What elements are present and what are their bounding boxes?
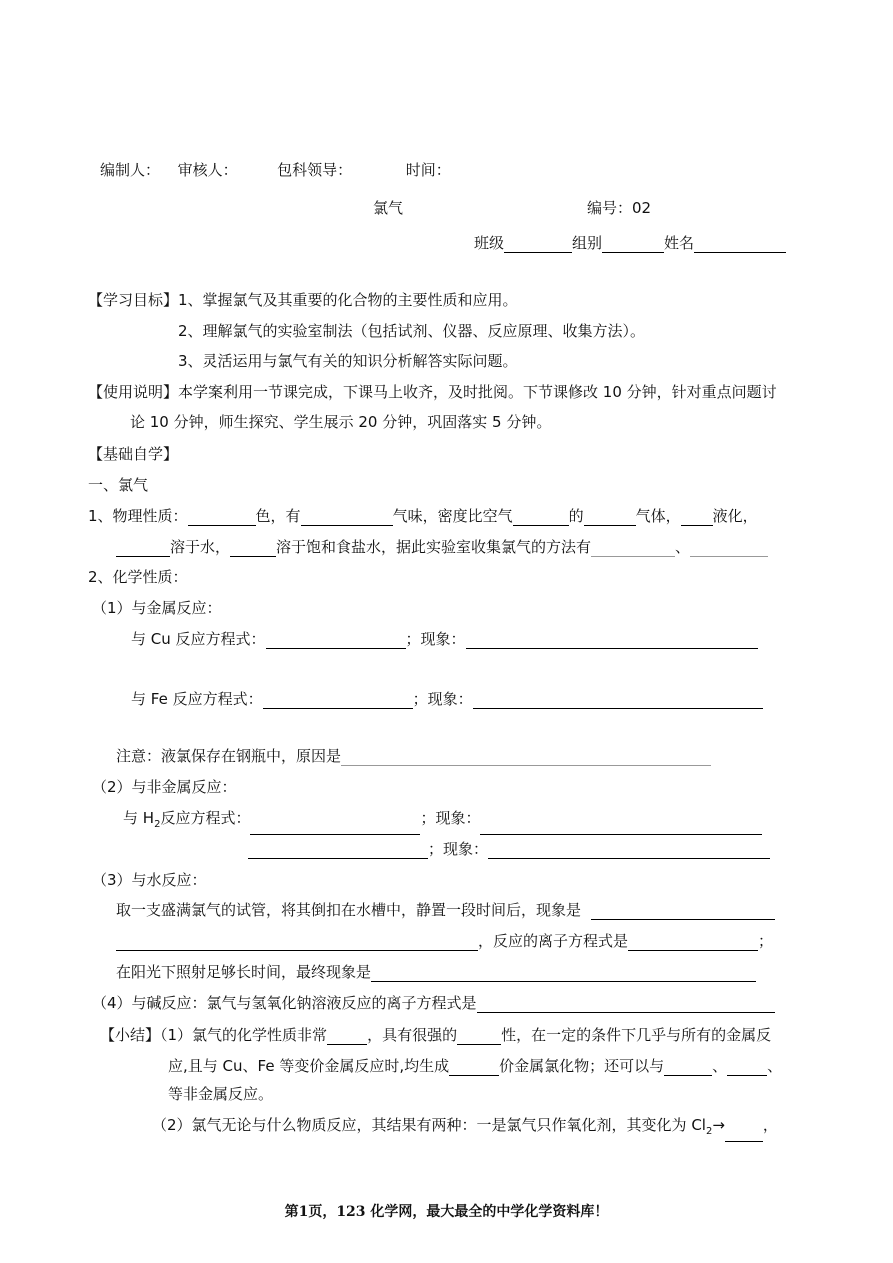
summary-text-2b: 价金属氯化物；还可以与 <box>499 1057 665 1075</box>
final-phenomenon-blank[interactable] <box>371 965 756 982</box>
h2-equation-1-blank[interactable] <box>250 818 420 835</box>
summary-text-1b: ，具有很强的 <box>367 1026 458 1044</box>
water-reaction-label: （3）与水反应： <box>92 871 207 889</box>
leader-label: 包科领导： <box>277 161 353 179</box>
summary-line-4 <box>152 1115 778 1142</box>
name-label: 姓名 <box>664 234 695 252</box>
water-text-2-end: ； <box>758 932 774 950</box>
base-ionic-equation-blank[interactable] <box>477 996 775 1013</box>
goal-1-text: 1、掌握氯气及其重要的化合物的主要性质和应用。 <box>178 291 518 309</box>
h2-reaction-line-1 <box>123 808 762 835</box>
summary-text-4c: ， <box>762 1116 778 1134</box>
h2-phen-label-1: ；现象： <box>420 809 481 827</box>
water-solubility-blank[interactable] <box>116 540 170 557</box>
goal-2: 2、理解氯气的实验室制法（包括试剂、仪器、反应原理、收集方法）。 <box>178 322 646 340</box>
fe-reaction-line <box>131 689 763 709</box>
text-water: 溶于水， <box>170 538 231 556</box>
reviewer-label: 审核人： <box>177 161 238 179</box>
h2-sub: 2 <box>154 819 161 830</box>
water-text-3: 在阳光下照射足够长时间，最终现象是 <box>116 963 372 981</box>
physical-label: 1、物理性质： <box>88 507 188 525</box>
section-chlorine: 一、氯气 <box>88 476 149 494</box>
summary-arrow: → <box>712 1116 725 1134</box>
group-label: 组别 <box>572 234 603 252</box>
water-text-2: ，反应的离子方程式是 <box>478 932 629 950</box>
editor-label: 编制人： <box>100 161 161 179</box>
summary-line-1 <box>100 1025 771 1045</box>
summary-text-2a: 应,且与 Cu、Fe 等变价金属反应时,均生成 <box>168 1057 450 1075</box>
summary-text-4a: （2）氯气无论与什么物质反应，其结果有两种：一是氯气只作氧化剂，其变化为 Cl <box>152 1116 706 1134</box>
summary-valence-blank[interactable] <box>449 1059 499 1076</box>
goal-3: 3、灵活运用与氯气有关的知识分析解答实际问题。 <box>178 352 518 370</box>
water-phenomenon-cont-blank[interactable] <box>116 934 478 951</box>
summary-text-1a: （1）氯气的化学性质非常 <box>160 1026 328 1044</box>
water-ionic-equation-blank[interactable] <box>628 934 758 951</box>
summary-nonmetal-1-blank[interactable] <box>664 1059 712 1076</box>
student-info-line <box>474 233 786 253</box>
metal-reaction-label: （1）与金属反应： <box>92 599 222 617</box>
class-label: 班级 <box>474 234 505 252</box>
nonmetal-reaction-label: （2）与非金属反应： <box>92 778 237 796</box>
h2-phen-label-2: ；现象： <box>428 840 489 858</box>
summary-property-blank[interactable] <box>457 1028 501 1045</box>
fe-phenomenon-blank[interactable] <box>473 692 763 709</box>
summary-text-1c: 性，在一定的条件下几乎与所有的金属反 <box>501 1026 772 1044</box>
basic-label: 【基础自学】 <box>88 445 179 463</box>
liquefy-blank[interactable] <box>681 509 713 526</box>
water-line-2 <box>116 931 773 951</box>
name-blank[interactable] <box>694 236 786 253</box>
usage-label: 【使用说明】 <box>88 383 179 401</box>
cu-reaction-line <box>131 629 758 649</box>
cu-equation-blank[interactable] <box>266 632 406 649</box>
group-blank[interactable] <box>602 236 664 253</box>
water-line-3 <box>116 962 756 982</box>
goals-label: 【学习目标】 <box>88 291 179 309</box>
page-footer: 第1页，123 化学网，最大最全的中学化学资料库！ <box>284 1204 609 1220</box>
text-smell: 气味，密度比空气 <box>392 507 513 525</box>
chemical-label: 2、化学性质： <box>88 568 188 586</box>
text-sep: 、 <box>675 538 691 556</box>
water-phenomenon-blank[interactable] <box>591 903 775 920</box>
summary-text-2c: 、 <box>712 1057 728 1075</box>
collect-method-2-blank[interactable] <box>690 540 768 557</box>
text-liquefy: 液化， <box>712 507 758 525</box>
summary-sub: 2 <box>705 1126 713 1137</box>
h2-reaction-line-2 <box>248 839 770 859</box>
usage-line-2: 论 10 分钟，师生探究、学生展示 20 分钟，巩固落实 5 分钟。 <box>130 413 552 431</box>
physical-properties-line-2 <box>116 537 768 557</box>
salt-solubility-blank[interactable] <box>230 540 276 557</box>
collect-method-1-blank[interactable] <box>591 540 675 557</box>
header-line <box>100 160 451 180</box>
usage-line-1 <box>88 382 777 402</box>
text-de: 的 <box>568 507 584 525</box>
h2-equation-2-blank[interactable] <box>248 842 428 859</box>
water-text-1: 取一支盛满氯气的试管，将其倒扣在水槽中，静置一段时间后，现象是 <box>116 901 582 919</box>
text-gas: 气体， <box>635 507 681 525</box>
note-blank[interactable] <box>341 749 711 766</box>
h2-phenomenon-2-blank[interactable] <box>488 842 770 859</box>
cu-label: 与 Cu 反应方程式： <box>131 630 266 648</box>
base-reaction-line <box>92 993 775 1013</box>
cu-phen-label: ；现象： <box>405 630 466 648</box>
summary-active-blank[interactable] <box>327 1028 367 1045</box>
summary-line-3: 等非金属反应。 <box>168 1085 274 1103</box>
note-text: 注意：液氯保存在钢瓶中，原因是 <box>116 747 342 765</box>
note-line <box>116 746 711 766</box>
summary-label: 【小结】 <box>100 1026 161 1044</box>
summary-text-2d: 、 <box>767 1057 783 1075</box>
density-blank[interactable] <box>513 509 569 526</box>
goal-1 <box>88 290 518 310</box>
usage-text-1: 本学案利用一节课完成，下课马上收齐，及时批阅。下节课修改 10 分钟，针对重点问题讨 <box>178 383 777 401</box>
text-salt: 溶于饱和食盐水，据此实验室收集氯气的方法有 <box>276 538 592 556</box>
doc-title: 氯气 <box>373 199 404 217</box>
water-line-1 <box>116 900 775 920</box>
text-color: 色，有 <box>255 507 301 525</box>
doc-number: 编号：02 <box>587 199 652 217</box>
h2-pre: 与 H <box>123 809 155 827</box>
summary-nonmetal-2-blank[interactable] <box>727 1059 767 1076</box>
h2-post: 反应方程式： <box>160 809 251 827</box>
base-text: （4）与碱反应：氯气与氢氧化钠溶液反应的离子方程式是 <box>92 994 477 1012</box>
h2-phenomenon-1-blank[interactable] <box>480 818 762 835</box>
fe-label: 与 Fe 反应方程式： <box>131 690 263 708</box>
toxicity-blank[interactable] <box>584 509 636 526</box>
time-label: 时间： <box>405 161 451 179</box>
cu-phenomenon-blank[interactable] <box>466 632 758 649</box>
summary-line-2 <box>168 1056 782 1076</box>
physical-properties-line-1 <box>88 506 758 526</box>
class-blank[interactable] <box>504 236 572 253</box>
smell-blank[interactable] <box>301 509 393 526</box>
color-blank[interactable] <box>188 509 256 526</box>
fe-phen-label: ；现象： <box>412 690 473 708</box>
fe-equation-blank[interactable] <box>263 692 413 709</box>
summary-product-blank[interactable] <box>725 1125 763 1142</box>
